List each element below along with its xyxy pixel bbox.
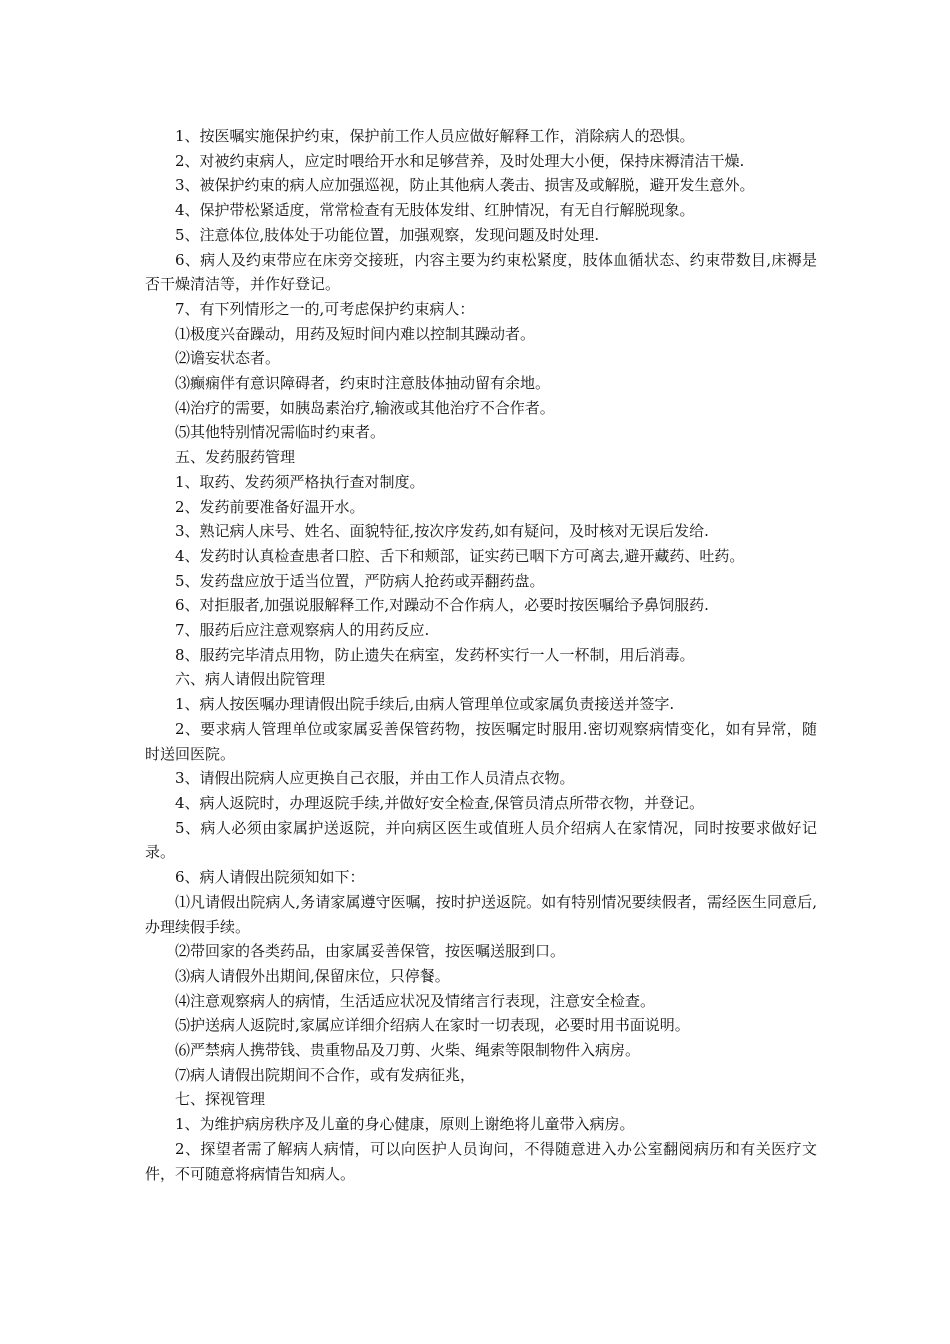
- paragraph: 1、病人按医嘱办理请假出院手续后,由病人管理单位或家属负责接送并签字.: [175, 695, 675, 714]
- section-heading: 六、病人请假出院管理: [175, 670, 326, 689]
- paragraph: ⑴凡请假出院病人,务请家属遵守医嘱，按时护送返院。如有特别情况要续假者，需经医生同意后,办理续假手续。: [145, 892, 817, 936]
- paragraph: ⑵带回家的各类药品，由家属妥善保管，按医嘱送服到口。: [175, 942, 566, 961]
- paragraph: 4、病人返院时，办理返院手续,并做好安全检查,保管员清点所带衣物，并登记。: [175, 793, 705, 812]
- paragraph: ⑸护送病人返院时,家属应详细介绍病人在家时一切表现，必要时用书面说明。: [175, 1016, 690, 1035]
- paragraph: ⑹严禁病人携带钱、贵重物品及刀剪、火柴、绳索等限制物件入病房。: [175, 1041, 641, 1060]
- paragraph: 1、按医嘱实施保护约束，保护前工作人员应做好解释工作，消除病人的恐惧。: [175, 127, 695, 145]
- section-heading: 五、发药服药管理: [175, 448, 296, 467]
- paragraph: ⑸其他特别情况需临时约束者。: [175, 423, 386, 442]
- paragraph: 3、被保护约束的病人应加强巡视，防止其他病人袭击、损害及或解脱，避开发生意外。: [175, 176, 755, 195]
- paragraph: 4、发药时认真检查患者口腔、舌下和颊部，证实药已咽下方可离去,避开藏药、吐药。: [175, 546, 745, 565]
- paragraph: 6、病人及约束带应在床旁交接班，内容主要为约束松紧度，肢体血循状态、约束带数目,床褥是否干燥清洁等，并作好登记。: [145, 250, 817, 294]
- paragraph: ⑷注意观察病人的病情，生活适应状况及情绪言行表现，注意安全检查。: [175, 991, 656, 1010]
- paragraph: 4、保护带松紧适度，常常检查有无肢体发绀、红肿情况，有无自行解脱现象。: [175, 201, 695, 220]
- paragraph: 5、病人必须由家属护送返院，并向病区医生或值班人员介绍病人在家情况，同时按要求做好记录。: [145, 818, 817, 862]
- paragraph: 5、发药盘应放于适当位置，严防病人抢药或弄翻药盘。: [175, 571, 545, 590]
- paragraph: ⑷治疗的需要，如胰岛素治疗,输液或其他治疗不合作者。: [175, 398, 555, 417]
- paragraph: ⑺病人请假出院期间不合作，或有发病征兆，: [175, 1065, 476, 1084]
- paragraph: 1、为维护病房秩序及儿童的身心健康，原则上谢绝将儿童带入病房。: [175, 1115, 635, 1134]
- paragraph: 2、发药前要准备好温开水。: [175, 497, 365, 516]
- paragraph: 7、有下列情形之一的,可考虑保护约束病人：: [175, 299, 475, 318]
- paragraph: ⑶癫痫伴有意识障碍者，约束时注意肢体抽动留有余地。: [175, 374, 551, 393]
- paragraph: 8、服药完毕清点用物，防止遗失在病室，发药杯实行一人一杯制，用后消毒。: [175, 645, 695, 664]
- section-heading: 七、探视管理: [175, 1090, 266, 1109]
- paragraph: ⑴极度兴奋躁动，用药及短时间内难以控制其躁动者。: [175, 324, 536, 343]
- paragraph: 6、对拒服者,加强说服解释工作,对躁动不合作病人，必要时按医嘱给予鼻饲服药.: [175, 596, 709, 615]
- paragraph: 2、要求病人管理单位或家属妥善保管药物，按医嘱定时服用.密切观察病情变化，如有异常，随时送回医院。: [145, 719, 817, 763]
- paragraph: ⑶病人请假外出期间,保留床位，只停餐。: [175, 966, 450, 985]
- paragraph: 3、熟记病人床号、姓名、面貌特征,按次序发药,如有疑问，及时核对无误后发给.: [175, 522, 709, 541]
- paragraph: ⑵谵妄状态者。: [175, 349, 281, 368]
- paragraph: 5、注意体位,肢体处于功能位置，加强观察，发现问题及时处理.: [175, 225, 600, 244]
- paragraph: 3、请假出院病人应更换自己衣服，并由工作人员清点衣物。: [175, 769, 575, 788]
- paragraph: 2、探望者需了解病人病情，可以向医护人员询问，不得随意进入办公室翻阅病历和有关医疗文件，不可随意将病情告知病人。: [145, 1139, 817, 1183]
- paragraph: 1、取药、发药须严格执行查对制度。: [175, 472, 425, 491]
- paragraph: 2、对被约束病人，应定时喂给开水和足够营养，及时处理大小便，保持床褥清洁干燥.: [175, 151, 745, 170]
- paragraph: 6、病人请假出院须知如下：: [175, 868, 365, 887]
- paragraph: 7、服药后应注意观察病人的用药反应.: [175, 621, 430, 640]
- document-body: [145, 124, 817, 1186]
